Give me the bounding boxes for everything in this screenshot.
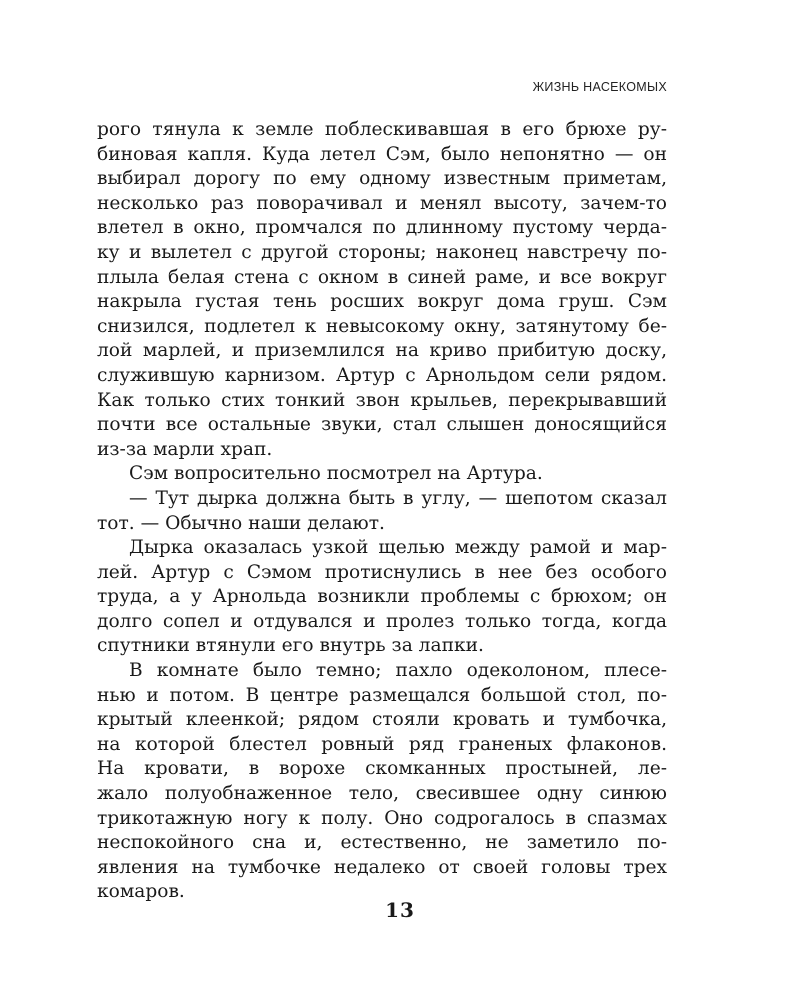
text-line: комаров. <box>97 881 185 903</box>
text-line: служившую карнизом. Артур с Арнольдом сели рядом. <box>97 364 667 386</box>
text-line: плыла белая стена с окном в синей раме, и все вокруг <box>97 266 667 288</box>
text-line: спутники втянули его внутрь за лапки. <box>97 635 484 657</box>
text-line: почти все остальные звуки, стал слышен доносящийся <box>97 414 667 436</box>
text-line: лей. Артур с Сэмом протиснулись в нее без особого <box>97 561 667 583</box>
text-line: жало полуобнаженное тело, свесившее одну синюю <box>97 783 667 805</box>
text-line: Как только стих тонкий звон крыльев, перекрывавший <box>97 389 667 411</box>
text-line: крытый клеенкой; рядом стояли кровать и тумбочка, <box>97 709 667 731</box>
text-line: накрыла густая тень росших вокруг дома груш. Сэм <box>97 291 667 313</box>
text-line: выбирал дорогу по ему одному известным приметам, <box>97 168 667 190</box>
body-text <box>97 118 667 905</box>
text-line: нью и потом. В центре размещался большой стол, по- <box>97 684 667 706</box>
text-line: На кровати, в ворохе скомканных простыней, ле- <box>97 758 667 780</box>
text-line: несколько раз поворачивал и менял высоту, зачем-то <box>97 192 667 214</box>
text-line: биновая капля. Куда летел Сэм, было непонятно — он <box>97 143 667 165</box>
text-line: на которой блестел ровный ряд граненых флаконов. <box>97 733 667 755</box>
text-line: ку и вылетел с другой стороны; наконец навстречу по- <box>97 241 667 263</box>
text-line: трикотажную ногу к полу. Оно содрогалось в спазмах <box>97 807 667 829</box>
text-line: из-за марли храп. <box>97 438 273 460</box>
text-line: лой марлей, и приземлился на криво прибитую доску, <box>97 340 667 362</box>
text-line: Сэм вопросительно посмотрел на Артура. <box>129 463 543 485</box>
text-line: снизился, подлетел к невысокому окну, затянутому бе- <box>97 315 667 337</box>
text-line: тот. — Обычно наши делают. <box>97 512 385 534</box>
text-line: влетел в окно, промчался по длинному пустому черда- <box>97 217 667 239</box>
text-line: рого тянула к земле поблескивавшая в его брюхе ру- <box>97 119 667 140</box>
text-line: долго сопел и отдувался и пролез только тогда, когда <box>97 610 667 632</box>
text-line: явления на тумбочке недалеко от своей головы трех <box>97 856 667 878</box>
page-number: 13 <box>385 898 415 922</box>
text-line: неспокойного сна и, естественно, не заметило по- <box>97 832 667 854</box>
text-line: В комнате было темно; пахло одеколоном, плесе- <box>129 660 667 682</box>
text-line: Дырка оказалась узкой щелью между рамой и мар- <box>129 537 667 559</box>
running-header: ЖИЗНЬ НАСЕКОМЫХ <box>532 80 667 94</box>
text-line: — Тут дырка должна быть в углу, — шепотом сказал <box>129 487 667 509</box>
text-line: труда, а у Арнольда возникли проблемы с брюхом; он <box>97 586 667 608</box>
